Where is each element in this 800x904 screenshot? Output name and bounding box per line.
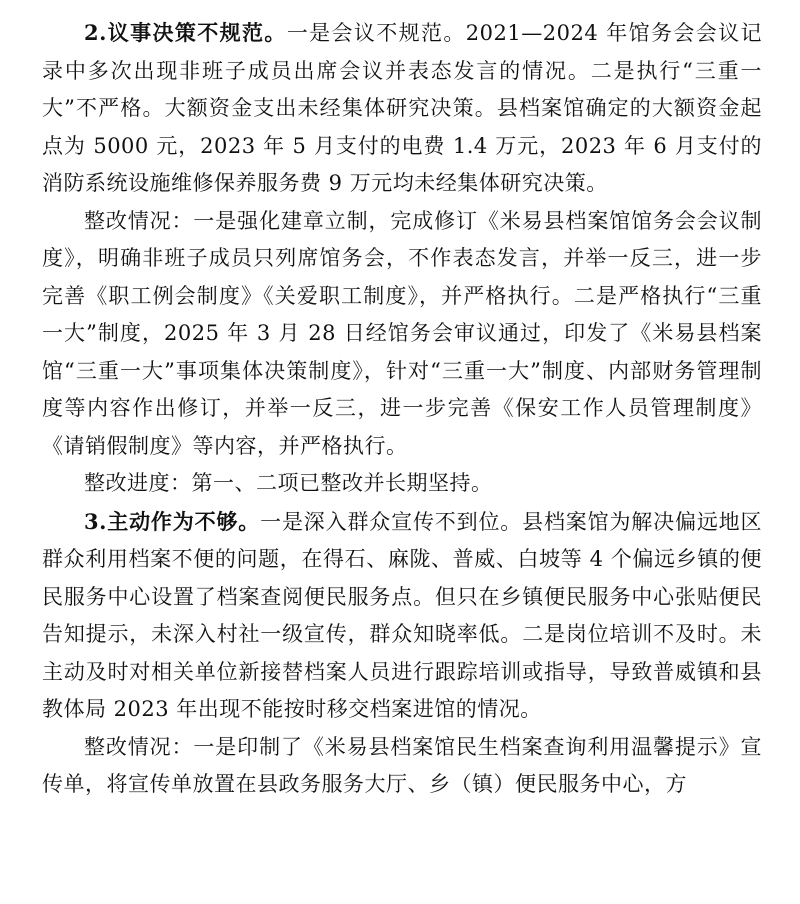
paragraph-text: 整改情况：一是印制了《米易县档案馆民生档案查询利用温馨提示》宣传单，将宣传单放置在县政务服务大厅、乡（镇）便民服务中心，方 xyxy=(42,734,762,796)
paragraph-rectification-2 xyxy=(42,729,762,804)
paragraph-decision-issue xyxy=(42,14,762,203)
paragraph-rectification-1 xyxy=(42,203,762,466)
paragraph-text: 整改进度：第一、二项已整改并长期坚持。 xyxy=(84,471,493,495)
paragraph-text: 一是会议不规范。2021—2024 年馆务会会议记录中多次出现非班子成员出席会议并表态发言的情况。二是执行“三重一大”不严格。大额资金支出未经集体研究决策。县档案馆确定的大额资金起点为 5000 元，2023 年 5 月支付的电费 1.4 万元，2023 年 6 月支付的消防系统设施维修保养服务费 9 万元均未经集体研究决策。 xyxy=(42,21,762,195)
section-heading-2: 2.议事决策不规范。 xyxy=(84,20,287,45)
document-body xyxy=(42,14,762,804)
section-heading-3: 3.主动作为不够。 xyxy=(84,508,261,534)
paragraph-progress-1 xyxy=(42,465,762,503)
paragraph-text: 一是深入群众宣传不到位。县档案馆为解决偏远地区群众利用档案不便的问题，在得石、麻陇、普威、白坡等 4 个偏远乡镇的便民服务中心设置了档案查阅便民服务点。但只在乡镇便民服务中心张贴便民告知提示，未深入村社一级宣传，群众知晓率低。二是岗位培训不及时。未主动及时对相关单位新接替档案人员进行跟踪培训或指导，导致普威镇和县教体局 2023 年出现不能按时移交档案进馆的情况。 xyxy=(42,509,762,721)
paragraph-initiative-issue xyxy=(42,503,762,729)
paragraph-text: 整改情况：一是强化建章立制，完成修订《米易县档案馆馆务会会议制度》，明确非班子成员只列席馆务会，不作表态发言，并举一反三，进一步完善《职工例会制度》《关爱职工制度》，并严格执行。二是严格执行“三重一大”制度，2025 年 3 月 28 日经馆务会审议通过，印发了《米易县档案馆“三重一大”事项集体决策制度》，针对“三重一大”制度、内部财务管理制度等内容作出修订，并举一反三，进一步完善《保安工作人员管理制度》《请销假制度》等内容，并严格执行。 xyxy=(42,208,762,458)
